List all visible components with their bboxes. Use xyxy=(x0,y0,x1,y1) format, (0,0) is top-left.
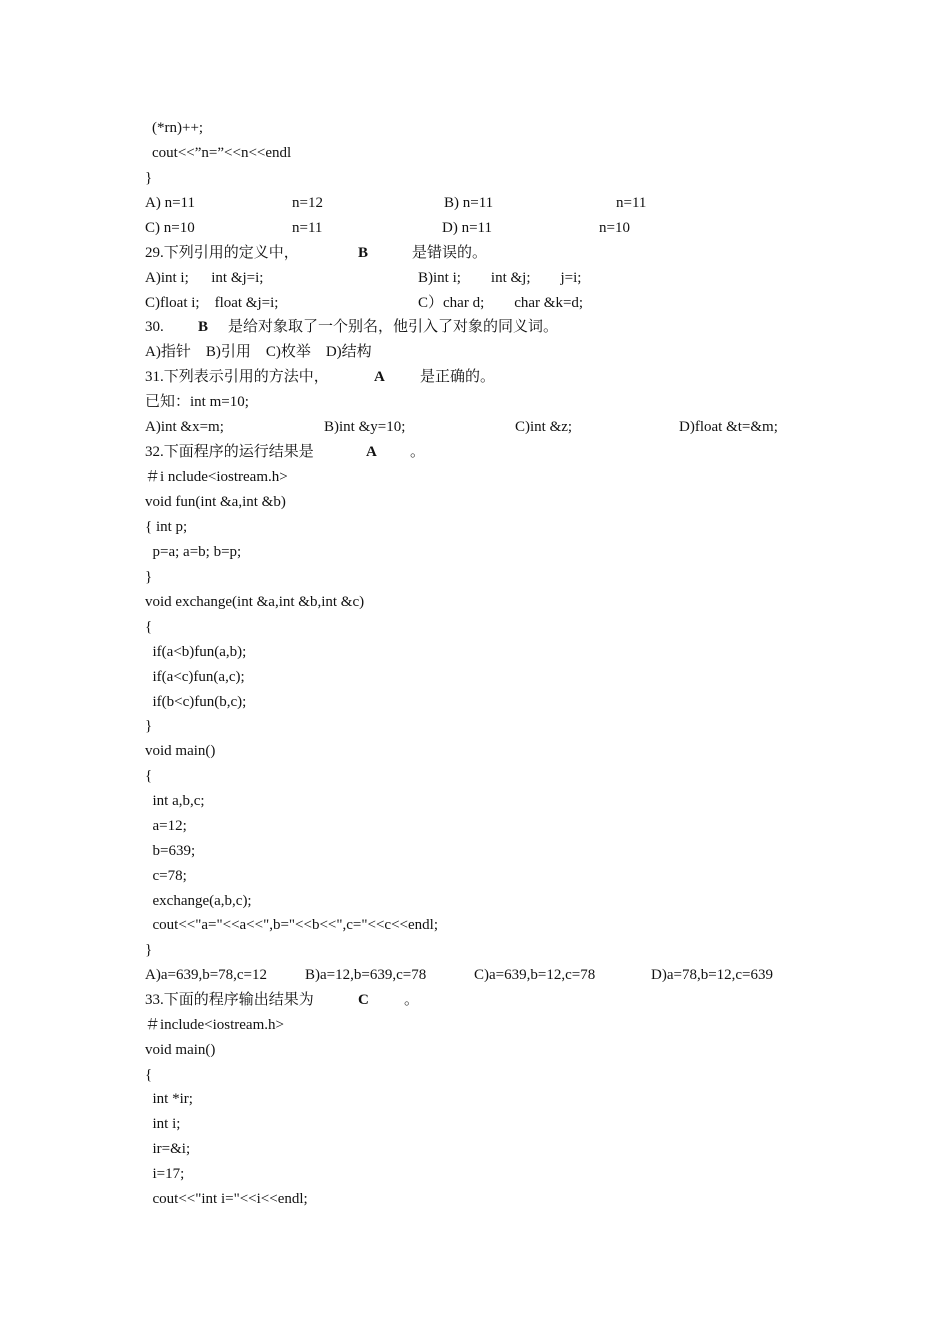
code-line: cout<<"int i="<<i<<endl; xyxy=(145,1191,308,1207)
option-d: D) n=11 xyxy=(442,220,492,236)
option-a: A)int &x=m; xyxy=(145,419,224,435)
question-tail: 。 xyxy=(410,444,426,460)
code-line: { xyxy=(145,1067,153,1083)
code-line: int i; xyxy=(145,1116,181,1132)
code-line: void fun(int &a,int &b) xyxy=(145,494,286,510)
question-tail: 是错误的。 xyxy=(412,245,488,261)
code-line: ir=&i; xyxy=(145,1141,191,1157)
options-line: A)指针 B)引用 C)枚举 D)结构 xyxy=(145,344,372,360)
given-line: 已知：int m=10; xyxy=(145,394,249,410)
code-line: } xyxy=(145,718,153,734)
code-line: ＃i nclude<iostream.h> xyxy=(145,469,288,485)
option-d-value: n=10 xyxy=(599,220,630,236)
answer-letter: B xyxy=(198,319,209,335)
code-line: exchange(a,b,c); xyxy=(145,893,252,909)
option-a-value: n=12 xyxy=(292,195,323,211)
answer-letter: B xyxy=(358,245,369,261)
option-b-value: n=11 xyxy=(616,195,647,211)
code-line: } xyxy=(145,569,153,585)
option-d: D)a=78,b=12,c=639 xyxy=(651,967,774,983)
code-line: a=12; xyxy=(145,818,187,834)
code-line: void main() xyxy=(145,1042,216,1058)
code-line: if(a<c)fun(a,c); xyxy=(145,669,245,685)
option-b: B)int &y=10; xyxy=(324,419,406,435)
question-stem: 32.下面程序的运行结果是 xyxy=(145,444,314,460)
option-a: A) n=11 xyxy=(145,195,195,211)
answer-letter: A xyxy=(374,369,385,385)
code-line: p=a; a=b; b=p; xyxy=(145,544,242,560)
option-c: C) n=10 xyxy=(145,220,195,236)
option-a: A)a=639,b=78,c=12 xyxy=(145,967,268,983)
option-a: A)int i; int &j=i; xyxy=(145,270,264,286)
question-tail: 。 xyxy=(404,992,420,1008)
option-c-value: n=11 xyxy=(292,220,323,236)
code-line: b=639; xyxy=(145,843,196,859)
code-line: if(a<b)fun(a,b); xyxy=(145,644,247,660)
question-stem: 29.下列引用的定义中， xyxy=(145,245,299,261)
question-number: 30. xyxy=(145,319,164,335)
code-line: { xyxy=(145,768,153,784)
code-line: { int p; xyxy=(145,519,188,535)
code-line: void exchange(int &a,int &b,int &c) xyxy=(145,594,365,610)
code-line: { xyxy=(145,619,153,635)
code-line: } xyxy=(145,170,153,186)
code-line: i=17; xyxy=(145,1166,185,1182)
question-stem: 33.下面的程序输出结果为 xyxy=(145,992,314,1008)
option-b: B) n=11 xyxy=(444,195,494,211)
code-line: } xyxy=(145,942,153,958)
code-line: void main() xyxy=(145,743,216,759)
code-line: (*rn)++; xyxy=(152,120,204,136)
question-tail: 是正确的。 xyxy=(420,369,496,385)
question-stem: 31.下列表示引用的方法中， xyxy=(145,369,329,385)
answer-letter: C xyxy=(358,992,369,1008)
code-line: if(b<c)fun(b,c); xyxy=(145,694,247,710)
option-d: C）char d; char &k=d; xyxy=(418,295,584,311)
option-d: D)float &t=&m; xyxy=(679,419,778,435)
option-c: C)float i; float &j=i; xyxy=(145,295,279,311)
option-b: B)a=12,b=639,c=78 xyxy=(305,967,427,983)
code-line: int *ir; xyxy=(145,1091,193,1107)
code-line: ＃include<iostream.h> xyxy=(145,1017,284,1033)
option-b: B)int i; int &j; j=i; xyxy=(418,270,582,286)
option-c: C)a=639,b=12,c=78 xyxy=(474,967,596,983)
code-line: int a,b,c; xyxy=(145,793,205,809)
answer-letter: A xyxy=(366,444,377,460)
code-line: cout<<"a="<<a<<",b="<<b<<",c="<<c<<endl; xyxy=(145,917,438,933)
code-line: c=78; xyxy=(145,868,187,884)
code-line: cout<<”n=”<<n<<endl xyxy=(152,145,292,161)
question-tail: 是给对象取了一个别名，他引入了对象的同义词。 xyxy=(228,319,559,335)
option-c: C)int &z; xyxy=(515,419,573,435)
